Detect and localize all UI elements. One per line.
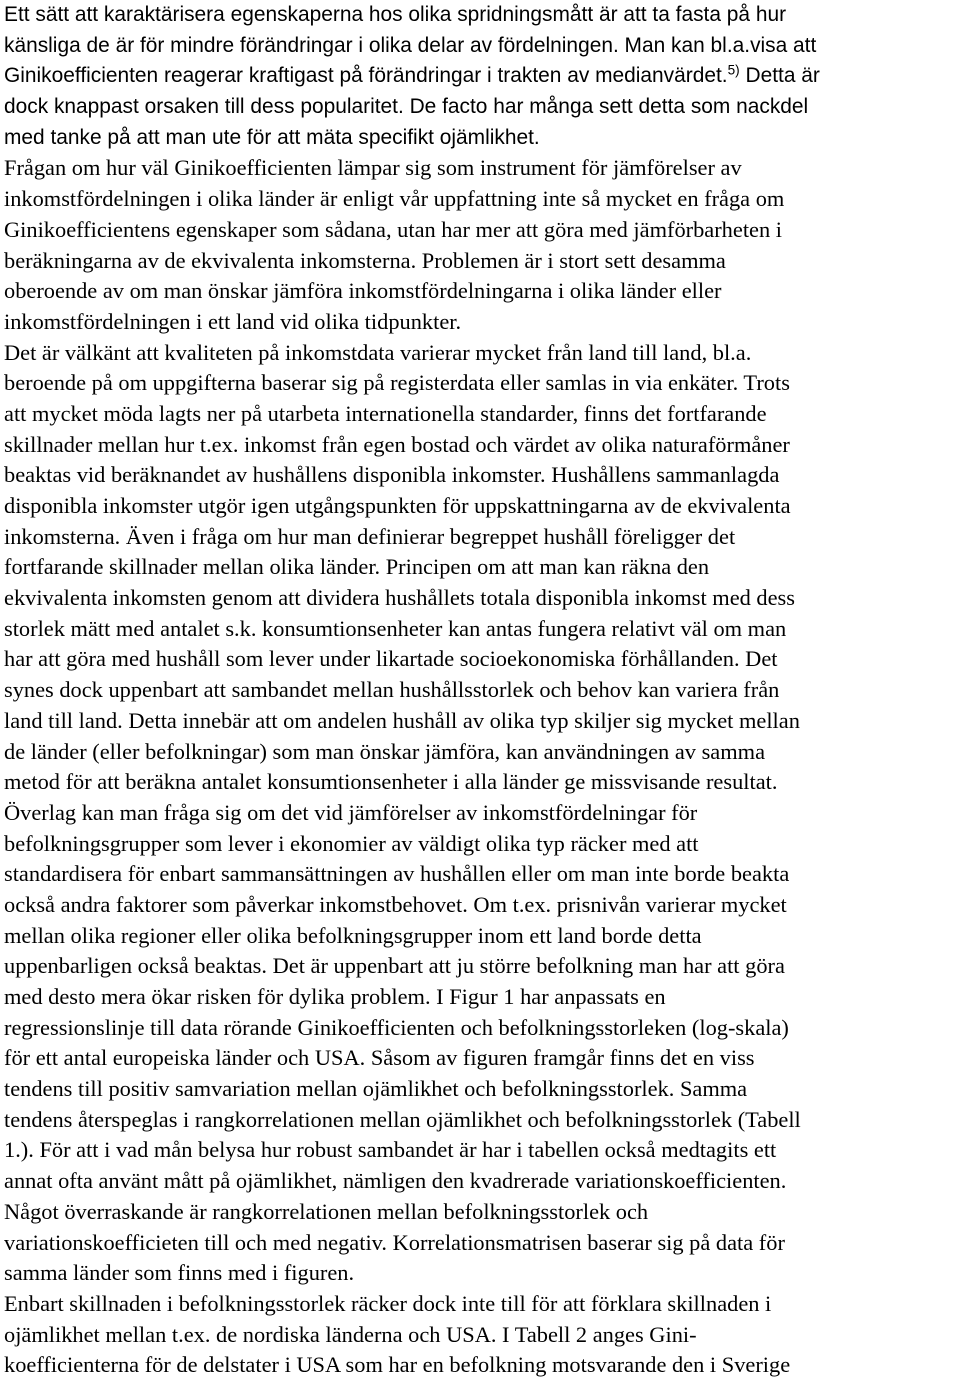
text-line	[4, 399, 960, 430]
text-line	[4, 1135, 960, 1166]
document-page	[4, 0, 960, 1381]
text-segment: Ett sätt att karaktärisera egenskaperna hos olika spridningsmått är att ta fasta på hur	[4, 3, 787, 26]
text-line	[4, 859, 960, 890]
text-segment: disponibla inkomster utgör igen utgångspunkten för uppskattningarna av de ekvivalenta	[4, 493, 791, 518]
text-line	[4, 583, 960, 614]
text-line	[4, 522, 960, 553]
text-segment: land till land. Detta innebär att om andelen hushåll av olika typ skiljer sig mycket mellan	[4, 707, 800, 733]
text-line	[4, 460, 960, 491]
text-segment: inkomsterna. Även i fråga om hur man definierar begreppet hushåll föreligger det	[4, 523, 736, 549]
text-line	[4, 1350, 960, 1381]
text-segment: tendens till positiv samvariation mellan ojämlikhet och befolkningsstorlek. Samma	[4, 1076, 748, 1102]
text-segment: Det är välkänt att kvaliteten på inkomstdata varierar mycket från land till land, bl.a.	[4, 339, 752, 365]
text-segment: med tanke på att man ute för att mäta specifikt ojämlikhet.	[4, 125, 540, 149]
text-line	[4, 276, 960, 307]
text-segment: koefficienterna för de delstater i USA som har en befolkning motsvarande den i Sverige	[4, 1352, 791, 1378]
text-segment: tendens återspeglas i rangkorrelationen mellan ojämlikhet och befolkningsstorlek (Tabell	[4, 1106, 801, 1132]
text-line	[4, 614, 960, 645]
text-line	[4, 706, 960, 737]
text-segment: Något överraskande är rangkorrelationen mellan befolkningsstorlek och	[4, 1198, 649, 1224]
text-segment: ekvivalenta inkomsten genom att dividera hushållets totala disponibla inkomst med dess	[4, 585, 795, 611]
text-segment: också andra faktorer som påverkar inkomstbehovet. Om t.ex. prisnivån varierar mycket	[4, 891, 787, 917]
text-segment: Frågan om hur väl Ginikoefficienten lämpar sig som instrument för jämförelser av	[4, 155, 742, 181]
text-line	[4, 153, 960, 184]
text-line	[4, 829, 960, 860]
text-line	[4, 1320, 960, 1351]
text-line	[4, 890, 960, 921]
text-line	[4, 1258, 960, 1289]
text-segment: regressionslinje till data rörande Ginikoefficienten och befolkningsstorleken (log-skala)	[4, 1014, 789, 1040]
text-segment: inkomstfördelningen i ett land vid olika tidpunkter.	[4, 308, 462, 334]
text-line	[4, 644, 960, 675]
text-line	[4, 1228, 960, 1259]
text-segment: skillnader mellan hur t.ex. inkomst från egen bostad och värdet av olika naturaförmåner	[4, 431, 790, 457]
text-line	[4, 798, 960, 829]
text-segment: metod för att beräkna antalet konsumtionsenheter i alla länder ge missvisande resultat.	[4, 769, 778, 795]
text-line	[4, 767, 960, 798]
text-segment: Ginikoefficienten reagerar kraftigast på förändringar i trakten av medianvärdet.	[4, 64, 728, 88]
text-segment: Ginikoefficientens egenskaper som sådana, utan har mer att göra med jämförbarheten i	[4, 216, 782, 242]
text-segment: befolkningsgrupper som lever i ekonomier av väldigt olika typ räcker med att	[4, 830, 699, 856]
text-segment: beaktas vid beräknandet av hushållens disponibla inkomster. Hushållens sammanlagda	[4, 462, 780, 488]
text-segment: storlek mätt med antalet s.k. konsumtionsenheter kan antas fungera relativt väl om man	[4, 615, 787, 641]
text-line	[4, 368, 960, 399]
footnote-marker: 5)	[727, 62, 740, 78]
text-line	[4, 921, 960, 952]
text-segment: dock knappast orsaken till dess popularitet. De facto har många sett detta som nackdel	[4, 95, 809, 119]
text-segment: inkomstfördelningen i olika länder är enligt vår uppfattning inte så mycket en fråga om	[4, 186, 785, 212]
text-line	[4, 184, 960, 215]
text-line	[4, 552, 960, 583]
text-line	[4, 338, 960, 369]
text-line	[4, 430, 960, 461]
text-segment: ojämlikhet mellan t.ex. de nordiska länderna och USA. I Tabell 2 anges Gini-	[4, 1321, 697, 1347]
text-line	[4, 1197, 960, 1228]
text-segment: synes dock uppenbart att sambandet mellan hushållsstorlek och behov kan variera från	[4, 677, 780, 703]
text-line	[4, 307, 960, 338]
text-line	[4, 951, 960, 982]
text-segment: 1.). För att i vad mån belysa hur robust sambandet är har i tabellen också medtagits ett	[4, 1137, 777, 1163]
text-line	[4, 92, 960, 123]
text-line	[4, 982, 960, 1013]
text-segment: med desto mera ökar risken för dylika problem. I Figur 1 har anpassats en	[4, 984, 666, 1009]
text-segment: fortfarande skillnader mellan olika länder. Principen om att man kan räkna den	[4, 554, 710, 580]
text-line	[4, 1013, 960, 1044]
text-segment: mellan olika regioner eller olika befolkningsgrupper inom ett land borde detta	[4, 922, 702, 948]
text-line	[4, 1166, 960, 1197]
text-line	[4, 1074, 960, 1105]
text-segment: beräkningarna av de ekvivalenta inkomsterna. Problemen är i stort sett desamma	[4, 247, 726, 273]
text-segment: Detta är	[739, 64, 820, 88]
text-line	[4, 675, 960, 706]
text-line	[4, 246, 960, 277]
text-line	[4, 123, 960, 154]
text-line	[4, 0, 960, 31]
text-segment: de länder (eller befolkningar) som man önskar jämföra, kan användningen av samma	[4, 738, 766, 764]
text-segment: standardisera för enbart sammansättningen av hushållen eller om man inte borde beakta	[4, 861, 790, 887]
text-segment: har att göra med hushåll som lever under likartade socioekonomiska förhållanden. Det	[4, 646, 778, 672]
text-segment: känsliga de är för mindre förändringar i olika delar av fördelningen. Man kan bl.a.visa att	[4, 33, 817, 57]
text-segment: beroende på om uppgifterna baserar sig på registerdata eller samlas in via enkäter. Trots	[4, 370, 790, 396]
text-segment: att mycket möda lagts ner på utarbeta internationella standarder, finns det fortfarande	[4, 400, 767, 426]
text-line	[4, 737, 960, 768]
text-segment: Enbart skillnaden i befolkningsstorlek räcker dock inte till för att förklara skillnaden i	[4, 1290, 772, 1316]
text-line	[4, 491, 960, 522]
text-segment: för ett antal europeiska länder och USA. Såsom av figuren framgår finns det en viss	[4, 1045, 755, 1071]
text-line	[4, 31, 960, 62]
text-line	[4, 215, 960, 246]
text-line	[4, 1043, 960, 1074]
text-segment: samma länder som finns med i figuren.	[4, 1260, 355, 1286]
text-segment: variationskoefficieten till och med negativ. Korrelationsmatrisen baserar sig på data för	[4, 1229, 785, 1255]
text-line	[4, 1105, 960, 1136]
text-segment: oberoende av om man önskar jämföra inkomstfördelningarna i olika länder eller	[4, 278, 722, 304]
text-segment: annat ofta använt mått på ojämlikhet, nämligen den kvadrerade variationskoefficienten.	[4, 1168, 787, 1194]
text-line	[4, 61, 960, 92]
text-line	[4, 1289, 960, 1320]
text-segment: uppenbarligen också beaktas. Det är uppenbart att ju större befolkning man har att göra	[4, 953, 785, 979]
text-segment: Överlag kan man fråga sig om det vid jämförelser av inkomstfördelningar för	[4, 799, 698, 825]
